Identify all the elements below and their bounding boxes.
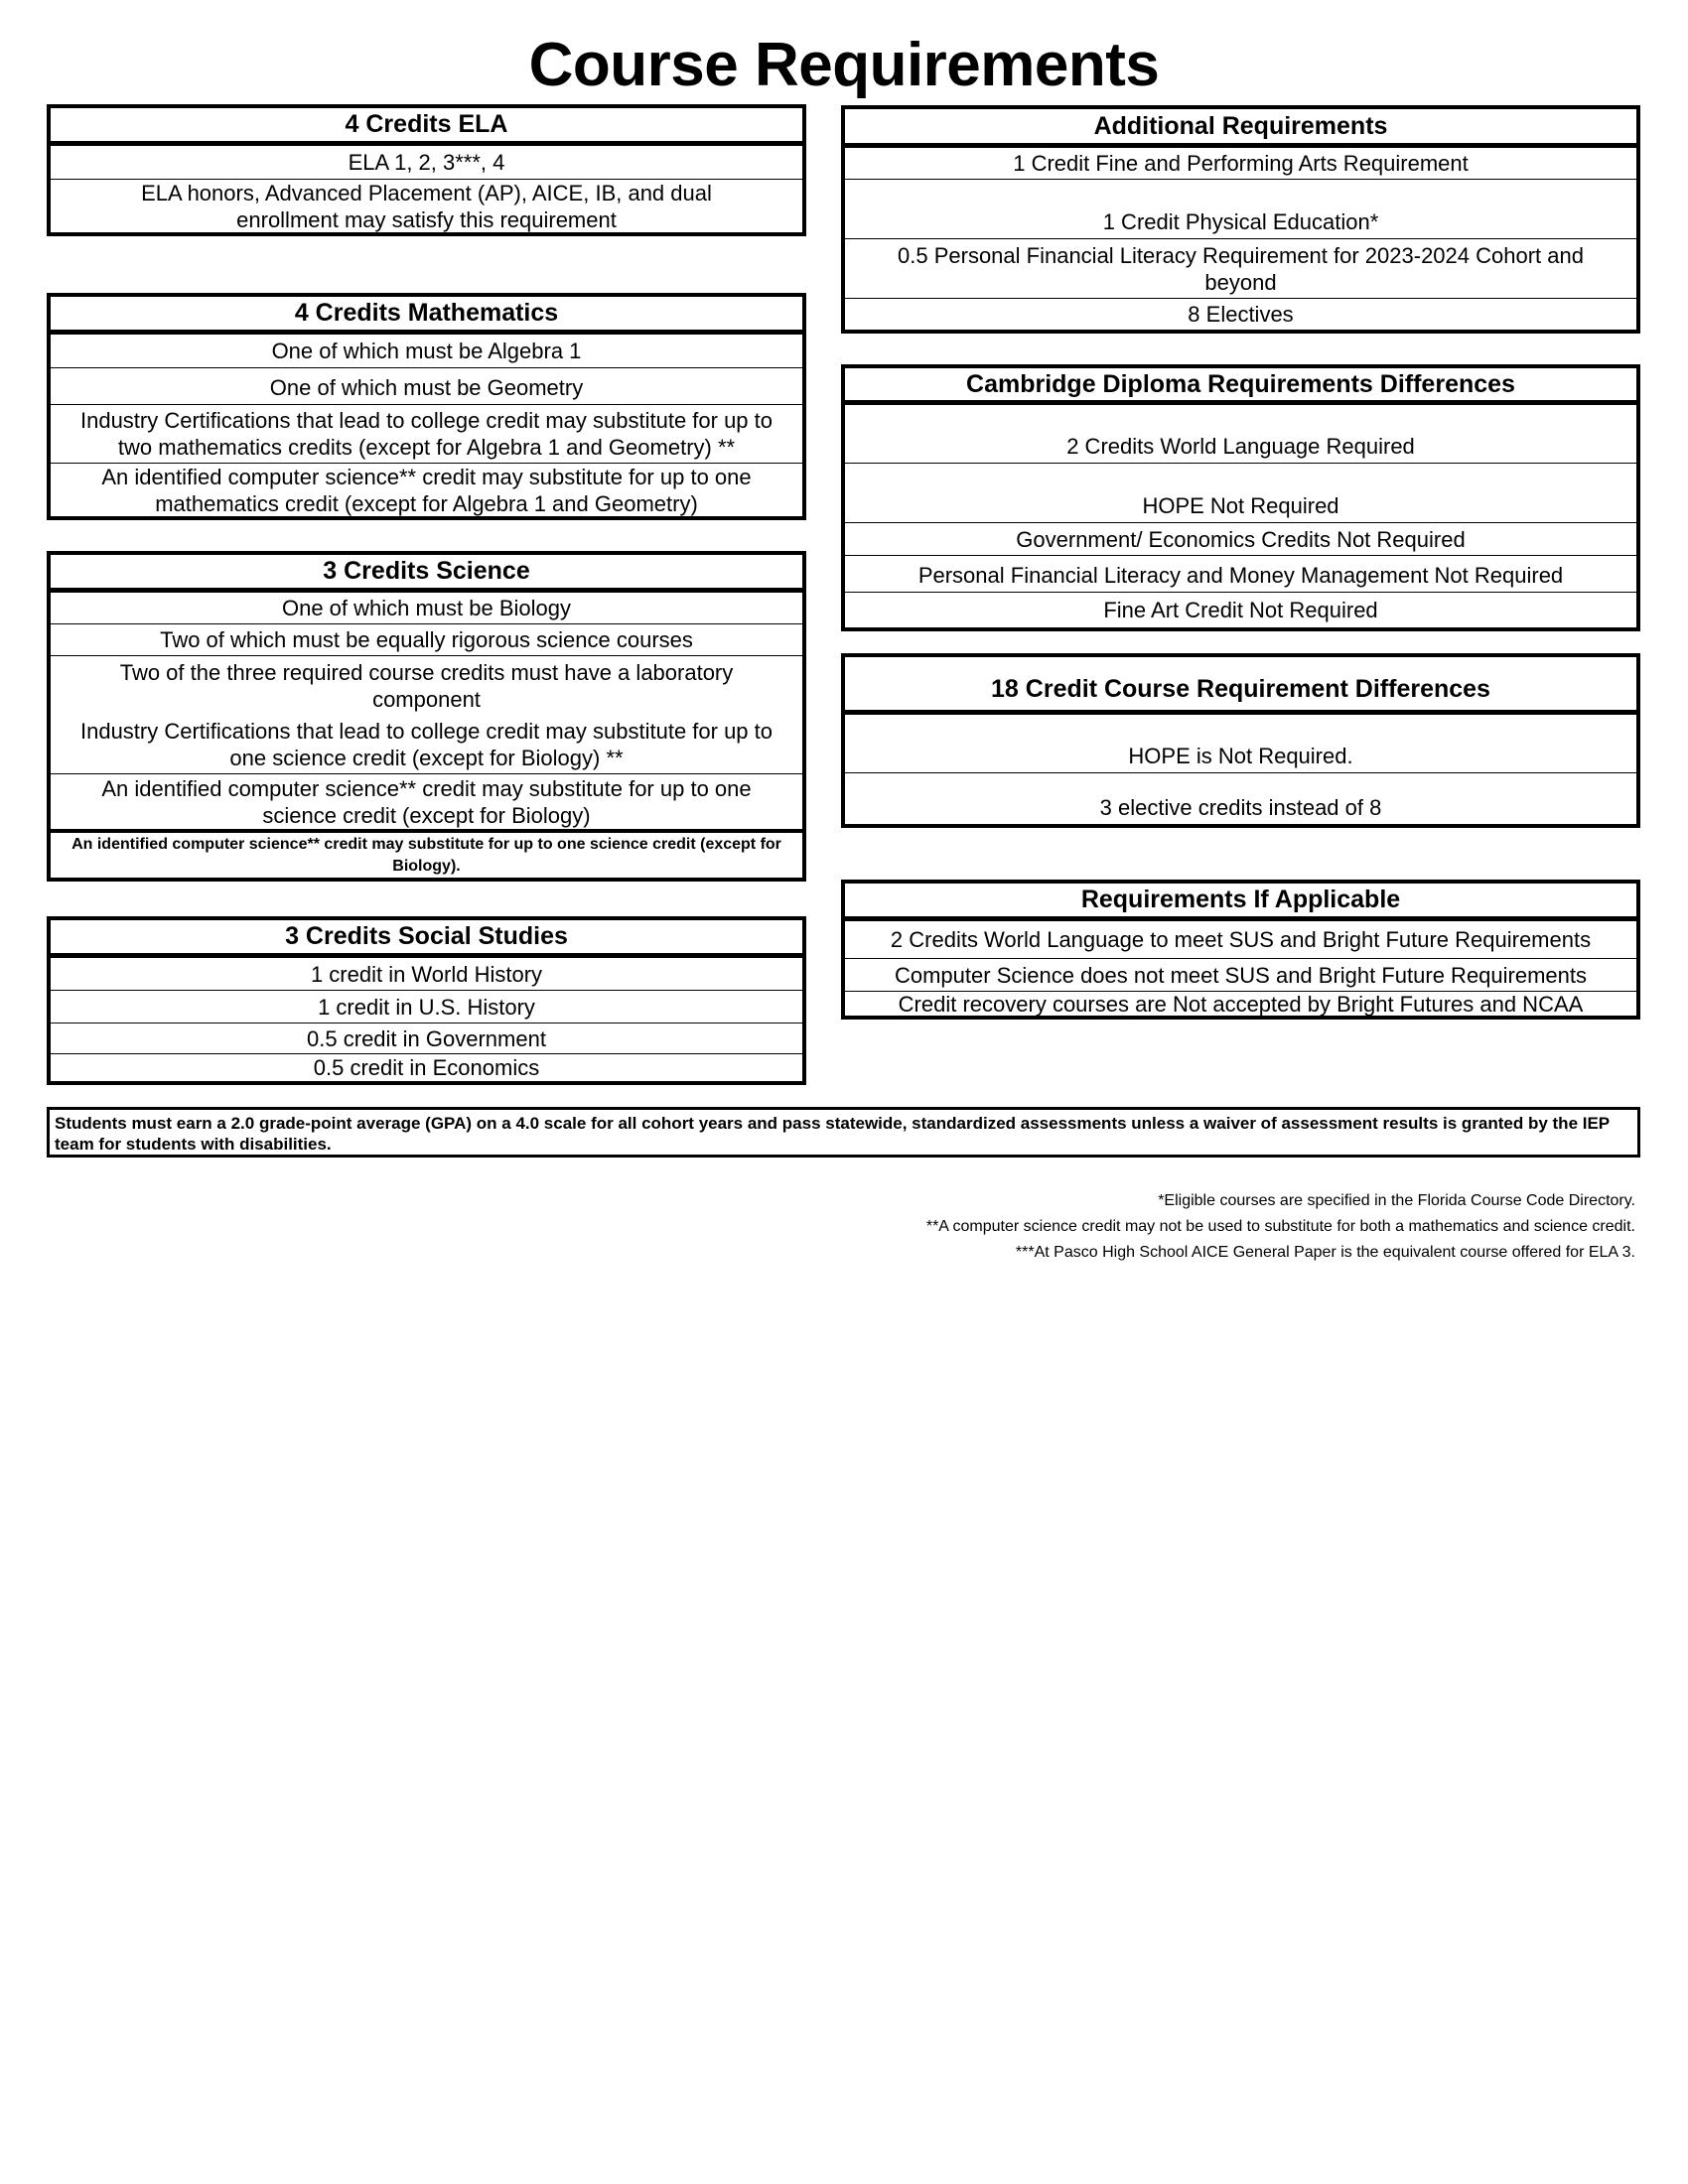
cambridge-row: HOPE Not Required [845, 464, 1636, 523]
if-applicable-row: Computer Science does not meet SUS and Bright Future Requirements [845, 959, 1636, 992]
cambridge-row: 2 Credits World Language Required [845, 405, 1636, 464]
if-applicable-header: Requirements If Applicable [845, 884, 1636, 921]
additional-row: 1 Credit Physical Education* [845, 180, 1636, 239]
math-row: An identified computer science** credit may substitute for up to one mathematics credit (except for Algebra 1 and Geometry) [101, 464, 752, 516]
additional-row: 8 Electives [1188, 302, 1294, 327]
math-row: One of which must be Geometry [51, 368, 802, 405]
ela-row: ELA 1, 2, 3***, 4 [51, 146, 802, 180]
science-header: 3 Credits Science [51, 555, 802, 593]
eighteen-credit-differences-box [841, 653, 1640, 828]
science-row: Industry Certifications that lead to college credit may substitute for up to one science credit (except for Biology) ** [79, 718, 774, 770]
ela-row: ELA honors, Advanced Placement (AP), AICE, IB, and dual enrollment may satisfy this requirement [141, 180, 712, 232]
footnote: **A computer science credit may not be used to substitute for both a mathematics and science credit. [925, 1218, 1635, 1235]
cambridge-row: Fine Art Credit Not Required [1103, 598, 1378, 622]
social-studies-row: 0.5 credit in Government [51, 1024, 802, 1054]
science-row: Two of the three required course credits must have a laboratory component [119, 659, 734, 712]
social-studies-row: 1 credit in U.S. History [51, 991, 802, 1024]
additional-row: 1 Credit Fine and Performing Arts Requirement [845, 148, 1636, 180]
math-header: 4 Credits Mathematics [51, 297, 802, 335]
social-studies-row: 1 credit in World History [51, 958, 802, 991]
additional-requirements-box [841, 105, 1640, 334]
eighteen-credit-header: 18 Credit Course Requirement Differences [845, 657, 1636, 715]
requirements-if-applicable-box [841, 880, 1640, 1020]
math-requirements-box [47, 293, 806, 520]
social-studies-requirements-box [47, 916, 806, 1085]
math-row: Industry Certifications that lead to college credit may substitute for up to two mathematics credits (except for Algebra 1 and Geometry) ** [51, 405, 802, 464]
eighteen-credit-row: HOPE is Not Required. [845, 715, 1636, 773]
additional-row: 0.5 Personal Financial Literacy Requirement for 2023-2024 Cohort and beyond [845, 239, 1636, 299]
gpa-requirement-note: Students must earn a 2.0 grade-point average (GPA) on a 4.0 scale for all cohort years and pass statewide, standardized assessments unless a waiver of assessment results is granted by the IEP team for students with disabilities. [47, 1107, 1640, 1158]
science-row-note: An identified computer science** credit may substitute for up to one science credit (except for Biology). [71, 835, 781, 875]
ela-header: 4 Credits ELA [51, 108, 802, 146]
if-applicable-row: Credit recovery courses are Not accepted by Bright Futures and NCAA [898, 991, 1584, 1017]
if-applicable-row: 2 Credits World Language to meet SUS and Bright Future Requirements [845, 921, 1636, 959]
science-requirements-box [47, 551, 806, 882]
cambridge-requirements-box [841, 364, 1640, 631]
eighteen-credit-row: 3 elective credits instead of 8 [1099, 795, 1382, 820]
cambridge-row: Personal Financial Literacy and Money Management Not Required [845, 556, 1636, 593]
footnote: ***At Pasco High School AICE General Paper is the equivalent course offered for ELA 3. [1015, 1244, 1635, 1261]
science-row: One of which must be Biology [51, 593, 802, 624]
science-row: Two of which must be equally rigorous science courses [51, 624, 802, 656]
footnote: *Eligible courses are specified in the Florida Course Code Directory. [1158, 1192, 1635, 1209]
math-row: One of which must be Algebra 1 [51, 335, 802, 368]
science-row-group [51, 656, 802, 774]
social-studies-header: 3 Credits Social Studies [51, 920, 802, 958]
ela-requirements-box [47, 104, 806, 236]
cambridge-row: Government/ Economics Credits Not Required [845, 523, 1636, 556]
cambridge-header: Cambridge Diploma Requirements Differences [845, 368, 1636, 405]
social-studies-row: 0.5 credit in Economics [313, 1055, 540, 1080]
additional-header: Additional Requirements [845, 109, 1636, 148]
page-title: Course Requirements [528, 31, 1160, 99]
science-row: An identified computer science** credit may substitute for up to one science credit (except for Biology) [51, 774, 802, 833]
